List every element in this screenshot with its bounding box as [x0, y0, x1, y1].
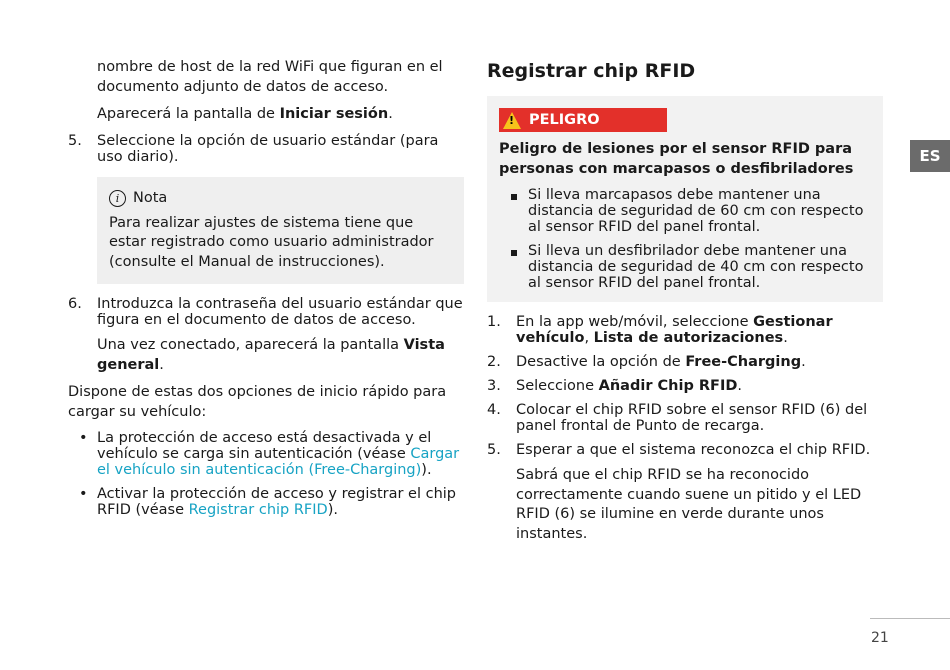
square-bullet-icon	[511, 194, 517, 200]
step-number: 4.	[487, 402, 501, 418]
login-screen-text: Aparecerá la pantalla de Iniciar sesión.	[97, 106, 393, 122]
free-charging-link[interactable]: Cargar el vehículo sin autenticación (Free-Charging)	[97, 446, 460, 478]
list-item: Si lleva un desfibrilador debe mantener una distancia de seguridad de 40 cm con respecto al sensor RFID del panel frontal.	[499, 243, 871, 291]
note-text: Para realizar ajustes de sistema tiene que estar registrado como usuario administrador (consulte el Manual de instrucciones).	[109, 214, 434, 270]
page-number: 21	[871, 630, 889, 646]
step-6-result: Una vez conectado, aparecerá la pantalla Vista general.	[97, 337, 445, 373]
danger-box	[487, 96, 883, 302]
section-heading: Registrar chip RFID	[487, 60, 696, 82]
rfid-step-5-result: Sabrá que el chip RFID se ha reconocido correctamente cuando suene un pitido y el LED RFID (6) se ilumine en verde durante unos instantes.	[516, 467, 862, 542]
step-number: 6.	[68, 296, 82, 312]
register-rfid-link[interactable]: Registrar chip RFID	[188, 502, 328, 518]
menu-authorization-list: Lista de autorizaciones	[593, 330, 784, 346]
step-6	[68, 296, 464, 328]
list-item: • Activar la protección de acceso y registrar el chip RFID (véase Registrar chip RFID).	[68, 486, 464, 518]
step-number: 3.	[487, 378, 501, 394]
step-5	[68, 133, 464, 165]
danger-label-bar	[499, 108, 667, 132]
danger-title: Peligro de lesiones por el sensor RFID para personas con marcapasos o desfibriladores	[499, 141, 854, 177]
danger-list	[499, 187, 871, 291]
step-text: Introduzca la contraseña del usuario estándar que figura en el documento de datos de acceso.	[97, 296, 463, 328]
footer-divider	[870, 618, 950, 619]
note-title: Nota	[133, 190, 168, 206]
rfid-step-1: 1. En la app web/móvil, seleccione Gestionar vehículo, Lista de autorizaciones.	[487, 314, 833, 346]
warning-triangle-icon: !	[503, 112, 521, 129]
note-box	[97, 177, 464, 285]
option-free-charging: Free-Charging	[685, 354, 802, 370]
info-icon: i	[109, 190, 126, 207]
option-add-rfid-chip: Añadir Chip RFID	[598, 378, 738, 394]
list-item: Si lleva marcapasos debe mantener una distancia de seguridad de 60 cm con respecto al sensor RFID del panel frontal.	[499, 187, 871, 235]
step-number: 2.	[487, 354, 501, 370]
step-text: Colocar el chip RFID sobre el sensor RFID (6) del panel frontal de Punto de recarga.	[516, 402, 868, 434]
left-column	[68, 58, 464, 518]
continued-text: nombre de host de la red WiFi que figuran en el documento adjunto de datos de acceso.	[97, 59, 443, 95]
quick-start-list	[68, 430, 464, 518]
rfid-step-4	[487, 402, 883, 434]
language-tab: ES	[910, 140, 950, 172]
list-item: • La protección de acceso está desactivada y el vehículo se carga sin autenticación (véase Cargar el vehículo sin autenticación (Free-Charging)).	[68, 430, 464, 478]
step-number: 1.	[487, 314, 501, 330]
danger-label: PELIGRO	[529, 112, 600, 128]
step-number: 5.	[68, 132, 82, 149]
bullet: •	[79, 486, 88, 502]
step-text: Esperar a que el sistema reconozca el chip RFID.	[516, 442, 871, 458]
rfid-step-3: 3. Seleccione Añadir Chip RFID.	[487, 378, 742, 394]
step-text: Seleccione la opción de usuario estándar (para uso diario).	[97, 132, 439, 165]
overview-screen-name: Vista general	[97, 337, 445, 373]
menu-manage-vehicle: Gestionar vehículo	[516, 314, 833, 346]
bullet: •	[79, 430, 88, 446]
login-screen-name: Iniciar sesión	[279, 106, 389, 122]
square-bullet-icon	[511, 250, 517, 256]
step-number: 5.	[487, 442, 501, 458]
rfid-step-5	[487, 442, 883, 458]
rfid-step-2: 2. Desactive la opción de Free-Charging.	[487, 354, 806, 370]
right-column	[487, 58, 883, 544]
quick-start-intro: Dispone de estas dos opciones de inicio rápido para cargar su vehículo:	[68, 384, 447, 420]
